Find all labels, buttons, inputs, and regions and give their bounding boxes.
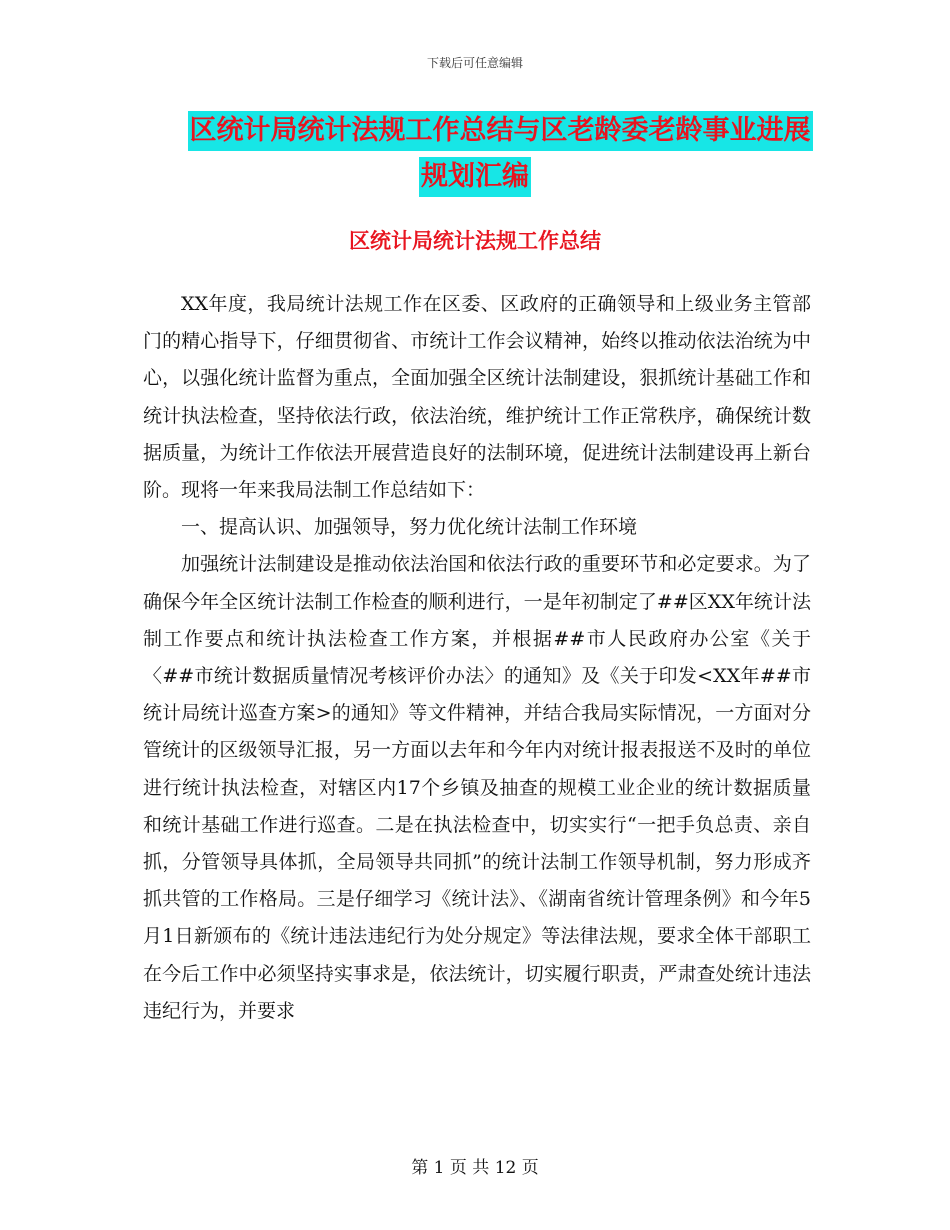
header-note: 下载后可任意编辑 [426,56,523,70]
body-text [143,286,811,1030]
paragraph: XX年度，我局统计法规工作在区委、区政府的正确领导和上级业务主管部门的精心指导下，仔细贯彻省、市统计工作会议精神，始终以推动依法治统为中心，以强化统计监督为重点，全面加强全区统计法制建设，狠抓统计基础工作和统计执法检查，坚持依法行政，依法治统，维护统计工作正常秩序，确保统计数据质量，为统计工作依法开展营造良好的法制环境，促进统计法制建设再上新台阶。现将一年来我局法制工作总结如下： [143,293,811,502]
title-line-2: 规划汇编 [419,157,531,197]
document-title [0,108,950,200]
page-footer: 第 1 页 共 12 页 [411,1158,539,1178]
title-line-1: 区统计局统计法规工作总结与区老龄委老龄事业进展 [188,111,813,151]
paragraph: 加强统计法制建设是推动依法治国和依法行政的重要环节和必定要求。为了确保今年全区统计法制工作检查的顺利进行，一是年初制定了##区XX年统计法制工作要点和统计执法检查工作方案，并根据##市人民政府办公室《关于〈##市统计数据质量情况考核评价办法〉的通知》及《关于印发<XX年##市统计局统计巡查方案>的通知》等文件精神，并结合我局实际情况，一方面对分管统计的区级领导汇报，另一方面以去年和今年内对统计报表报送不及时的单位进行统计执法检查，对辖区内17个乡镇及抽查的规模工业企业的统计数据质量和统计基础工作进行巡查。二是在执法检查中，切实实行“一把手负总责、亲自抓，分管领导具体抓，全局领导共同抓”的统计法制工作领导机制，努力形成齐抓共管的工作格局。三是仔细学习《统计法》、《湖南省统计管理条例》和今年5月1日新颁布的《统计违法违纪行为处分规定》等法律法规，要求全体干部职工在今后工作中必须坚持实事求是，依法统计，切实履行职责，严肃查处统计违法违纪行为，并要求 [143,553,811,1022]
paragraph-heading: 一、提高认识、加强领导，努力优化统计法制工作环境 [181,516,638,539]
section-title: 区统计局统计法规工作总结 [349,229,601,253]
